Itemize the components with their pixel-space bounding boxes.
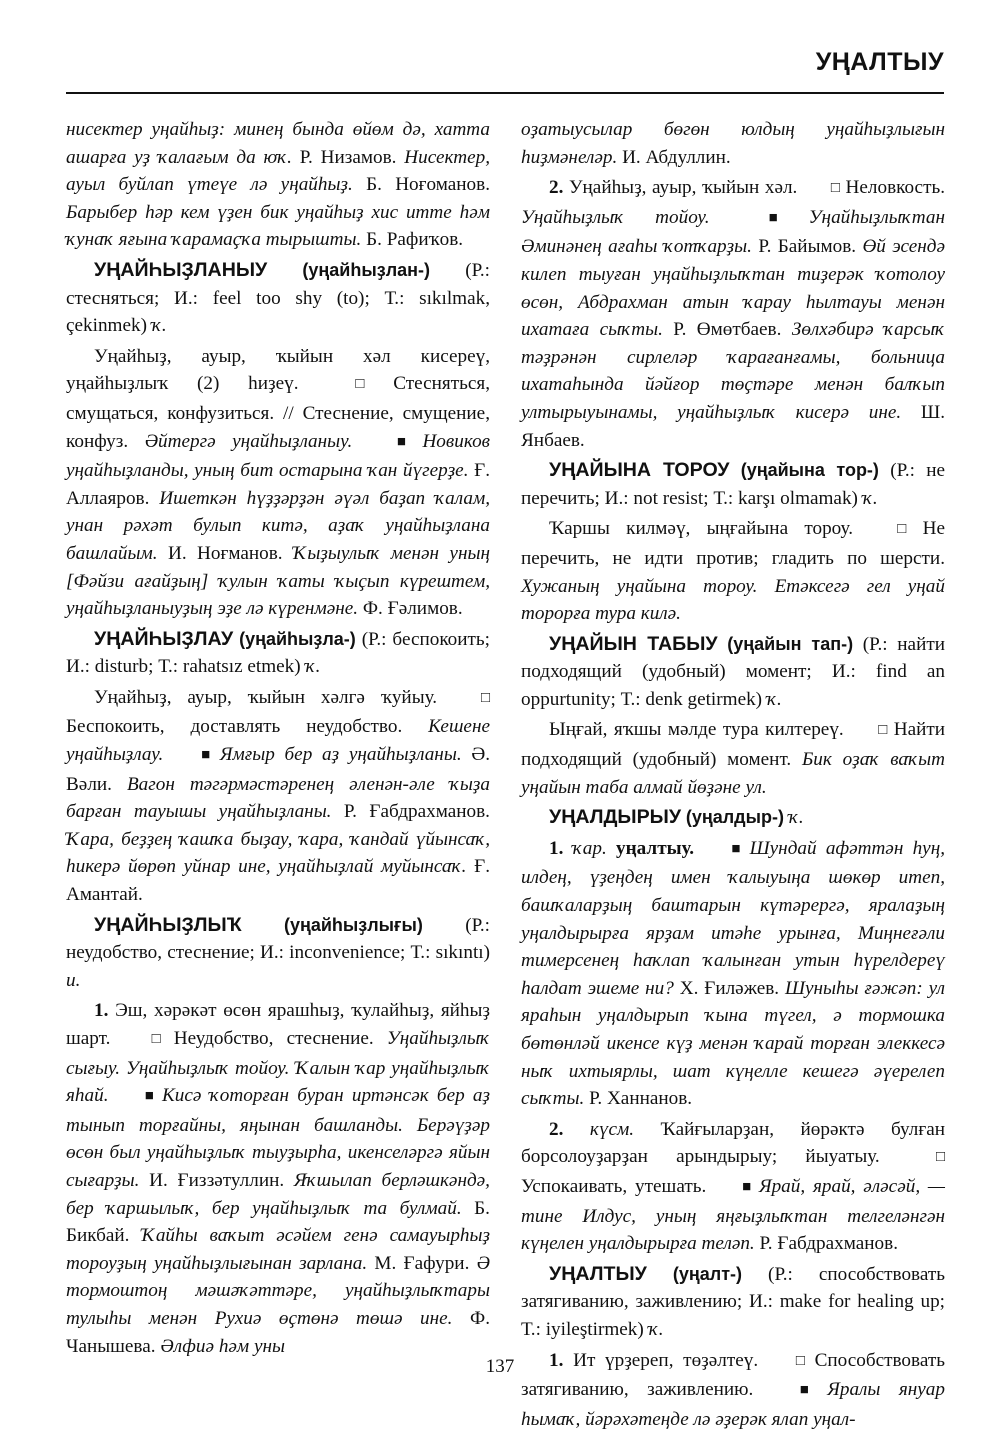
example-text: Яралы януар һымаҡ, йәрәхәтеңде лә әҙерәк ялап уңал- xyxy=(521,1379,945,1430)
example-text: Яҡшылап берләшкәндә, бер ҡаршылыҡ, бер уңайһыҙлыҡ та булмай. xyxy=(66,1169,490,1219)
page-number: 137 xyxy=(485,1356,515,1377)
headword: УҢАЙЫНА ТОРОУ xyxy=(549,459,730,482)
sense-number: 1. xyxy=(549,837,564,859)
part-of-speech: ҡ. xyxy=(788,807,804,829)
russian-equivalent: Неловкость. xyxy=(839,177,945,199)
headword-stem: (уңайһыҙлан-) xyxy=(302,259,430,280)
open-square-icon: □ xyxy=(897,521,907,538)
part-of-speech: ҡ. xyxy=(766,688,782,710)
russian-equivalent: Беспокоить, доставлять неудобство. xyxy=(66,716,429,738)
translations: (Р.: стесняться; И.: feel too shy (to); Т.: sıkılmak, çekinmek) xyxy=(66,259,490,337)
example-text: нисектер уңайһыҙ: минең бында өйөм дә, хатта ашарға уҙ ҡалағым да юҡ. xyxy=(66,119,490,168)
part-of-speech: ҡ. xyxy=(305,656,321,678)
example-text: Ҡыҙыулыҡ менән уның [Фәйзи ағайҙың] ҡулын ҡаты ҡыҫып күрештем, уңайһыҙланыуҙың эҙе лә күренмәне. xyxy=(66,542,490,620)
example-text: Ҡара, беҙҙең ҡашҡа быҙау, ҡара, ҡандай үйынсаҡ, һикерә йөрөп уйнар ине, уңайһыҙлай муйынсаҡ. xyxy=(66,828,490,878)
open-square-icon: □ xyxy=(935,1149,945,1166)
citation: Б. Ноғоманов. xyxy=(352,174,490,196)
example-text: Кисә ҡоторған буран иртәнсәк бер аҙ тынып торғайны, яңынан башланды. Берәүҙәр өсөн был уңайһыҙлыҡ тыуҙырһа, икенселәргә яйын сығарҙы. xyxy=(66,1085,491,1191)
open-square-icon: □ xyxy=(795,1352,805,1369)
open-square-icon: □ xyxy=(830,180,840,197)
example-text: Әлфиә һәм уны xyxy=(160,1335,286,1357)
definition-paragraph xyxy=(521,716,945,801)
headword: УҢАЙЫН ТАБЫУ xyxy=(549,632,718,655)
filled-square-icon: ■ xyxy=(742,1178,752,1195)
citation: Р. Ханнанов. xyxy=(584,1088,693,1110)
example-text: Бик оҙаҡ ваҡыт уңайын таба алмай йөҙәне ул. xyxy=(521,749,945,798)
citation: И. Ғиззәтуллин. xyxy=(139,1169,294,1191)
citation: Х. Ғиләжев. xyxy=(673,977,785,999)
headword-stem: (уңалт-) xyxy=(672,1263,743,1284)
example-text: Ямғыр бер аҙ уңайһыҙланы. xyxy=(210,744,462,766)
headword: УҢАЛДЫРЫУ xyxy=(549,806,682,829)
russian-equivalent: Не перечить, не идти против; гладить по шерсти. xyxy=(521,518,946,569)
example-text: Уңайһыҙлыҡтан Әминәнең ағаһы ҡотҡарҙы. xyxy=(521,206,946,258)
open-square-icon: □ xyxy=(151,1031,161,1047)
citation: Б. Рафиҡов. xyxy=(361,229,464,251)
definition-paragraph xyxy=(66,684,490,909)
definition-paragraph xyxy=(521,1116,945,1258)
citation: Р. Ғабдрахманов. xyxy=(331,801,490,823)
example-text: Хужаның уңайына тороу. Етәксегә гел уңай торорға тура килә. xyxy=(521,575,945,625)
sense-number: 2. xyxy=(549,177,564,199)
headword: УҢАЙҺЫҘЛЫҠ xyxy=(94,913,242,936)
citation: Ә. Вәли. xyxy=(66,744,491,795)
header-rule xyxy=(66,92,944,94)
citation: Ф. Чанышева. xyxy=(66,1307,490,1357)
headword-stem: (уңайына тор-) xyxy=(740,460,879,481)
example-text: Нисектер, ауыл буйлап үтеүе лә уңайһыҙ. xyxy=(66,146,490,196)
definition: Уңайһыҙ, ауыр, ҡыйын хәл кисереү, уңайһыҙлыҡ (2) һиҙеү. xyxy=(66,345,490,395)
definition-paragraph xyxy=(66,343,490,623)
translations: (Р.: беспокоить; И.: disturb; Т.: rahatsız etmek) xyxy=(66,628,490,678)
open-square-icon: □ xyxy=(878,722,888,739)
paragraph-citations xyxy=(66,116,490,254)
example-text: Өй эсендә килеп тыуған уңайһыҙлыҡтан тиҙерәк ҡотолоу өсөн, Абдрахман атын ҡарау һылтауы менән ихатаға сыҡты. xyxy=(521,236,945,341)
entry-heading xyxy=(521,457,945,512)
example-text: Уңайһыҙлыҡ сығыу. Уңайһыҙлыҡ тойоу. Ҡалын ҡар уңайһыҙлыҡ яһай. xyxy=(66,1028,491,1107)
entry-heading xyxy=(521,1261,945,1344)
translations: (Р.: не перечить; И.: not resist; Т.: karşı olmamak) xyxy=(521,460,946,509)
definition: Ыңғай, яҡшы мәлде тура килтереү. xyxy=(549,719,851,741)
entry-heading xyxy=(66,912,490,995)
example-text: Зөлхәбирә ҡарсыҡ тәҙрәнән сирлеләр ҡарағанғамы, больница ихатаһында йәйғор төҫтәре менән балҡып ултырыуынамы, уңайһыҙлыҡ кисерә ине. xyxy=(521,319,945,423)
entry-heading xyxy=(521,804,945,832)
example-text: Шуныһы ғәжәп: ул яраһын уңалдырып ҡына түгел, ә тормошка бөтөнләй икенсе күҙ менән ҡарай торған элеккесә ныҡ ихтыярлы, шат күңелле кешегә әүерелеп сыҡты. xyxy=(521,977,945,1110)
headword: УҢАЙҺЫҘЛАНЫУ xyxy=(94,258,268,281)
sense-number: 1. xyxy=(94,1000,109,1022)
part-of-speech: и. xyxy=(66,969,81,991)
entry-heading xyxy=(66,257,490,340)
citation: Р. Өмөтбаев. xyxy=(662,319,792,341)
russian-equivalent: Найти подходящий (удобный) момент. xyxy=(521,719,946,771)
russian-equivalent: Способствовать затягиванию, заживлению. xyxy=(521,1349,945,1401)
definition: Ҡаршы килмәү, ыңғайына тороу. xyxy=(549,518,870,540)
translations: (Р.: способствовать затягиванию, заживлению; И.: make for healing up; Т.: iyileştirmek) xyxy=(521,1263,946,1340)
open-square-icon: □ xyxy=(355,376,365,393)
example-text: Ярай, ярай, әләсәй, — тине Илдус, уның яңғыҙлыҡтан телгеләнгән күңелен уңалдырырға теләп. xyxy=(521,1175,945,1255)
citation: Р. Низамов. xyxy=(291,146,405,168)
headword-stem: (уңайһыҙла-) xyxy=(239,628,356,649)
translations: (Р.: найти подходящий (удобный) момент; И.: find an oppurtunity; Т.: denk getirmek) xyxy=(521,633,945,710)
open-square-icon: □ xyxy=(480,689,490,706)
usage-label: күсм. xyxy=(563,1118,635,1140)
left-column xyxy=(66,116,490,1363)
citation: Б. Бикбай. xyxy=(66,1197,490,1247)
cross-ref-word: уңалтыу. xyxy=(616,837,695,859)
filled-square-icon: ■ xyxy=(731,840,741,857)
filled-square-icon: ■ xyxy=(201,747,211,764)
citation: Ғ. Амантай. xyxy=(66,856,490,906)
definition-paragraph xyxy=(521,835,945,1113)
headword-stem: (уңалдыр-) xyxy=(685,807,784,828)
citation: М. Ғафури. xyxy=(367,1252,477,1274)
example-text: Ишеткән һүҙҙәрҙән әүәл баҙап ҡалам, унан рәхәт булып китә, аҙаҡ уңайһыҙлана башлайым. xyxy=(66,487,490,564)
definition: Ит үрҙереп, төҙәлтеү. xyxy=(563,1349,768,1371)
part-of-speech: ҡ. xyxy=(862,487,878,509)
example-text: Ҡайһы ваҡыт әсәйем генә самауырһыҙ тороуҙың уңайһыҙлығынан зарлана. xyxy=(66,1225,490,1274)
example-text: Барыбер һәр кем үҙен бик уңайһыҙ хис итте һәм ҡунаҡ яғына ҡарамаҫҡа тырышты. xyxy=(66,201,490,251)
russian-equivalent: Стесняться, смущаться, конфузиться. // Стеснение, смущение, конфуз. xyxy=(66,373,491,452)
example-text: Новиков уңайһыҙланды, уның бит остарына ҡан йүгерҙе. xyxy=(66,430,490,482)
definition-paragraph xyxy=(66,997,490,1360)
sense-number: 1. xyxy=(549,1349,564,1371)
filled-square-icon: ■ xyxy=(799,1382,809,1399)
russian-equivalent: Успокаивать, утешать. xyxy=(521,1175,715,1197)
citation: Ш. Янбаев. xyxy=(521,401,945,451)
paragraph-continuation xyxy=(521,116,945,171)
citation: Ғ. Аллаяров. xyxy=(66,460,490,509)
citation: Р. Ғабдрахманов. xyxy=(754,1233,899,1255)
citation: Р. Байымов. xyxy=(751,236,863,258)
definition-paragraph xyxy=(521,515,945,627)
citation: И. Абдуллин. xyxy=(617,146,731,168)
example-text: оҙатыусылар бөгөн юлдың уңайһыҙлығын һиҙмәнеләр. xyxy=(521,119,945,168)
definition: Уңайһыҙ, ауыр, ҡыйын хәлгә ҡуйыу. xyxy=(94,686,453,708)
example-text: Ә тормоштоң мәшәҡәттәре, уңайһыҙлыҡтары тулыһы менән Рухиә өҫтөнә төшә ине. xyxy=(66,1252,490,1329)
filled-square-icon: ■ xyxy=(768,209,778,226)
definition-paragraph xyxy=(521,174,945,454)
headword-stem: (уңайһыҙлығы) xyxy=(283,914,423,935)
entry-heading xyxy=(66,626,490,681)
part-of-speech: ҡ. xyxy=(151,315,167,337)
headword-stem: (уңайын тап-) xyxy=(727,633,854,654)
headword: УҢАЙҺЫҘЛАУ xyxy=(94,627,234,650)
cross-ref-label: ҡар. xyxy=(563,837,607,859)
sense-number: 2. xyxy=(549,1118,564,1140)
translations: (Р.: неудобство, стеснение; И.: inconvenience; Т.: sıkıntı) xyxy=(66,914,490,964)
example-text: Вагон тәгәрмәстәренең әленән-әле ҡыҙа барған тауышы уңайһыҙланы. xyxy=(66,773,490,823)
right-column xyxy=(521,116,945,1436)
definition: Эш, хәрәкәт өсөн ярашһыҙ, ҡулайһыҙ, яйһыҙ шарт. xyxy=(66,1000,490,1049)
definition: Уңайһыҙ, ауыр, ҡыйын хәл. xyxy=(563,177,803,199)
filled-square-icon: ■ xyxy=(396,433,406,450)
definition: Ҡайғыларҙан, йөрәктә булған борсолоуҙарҙан арындырыу; йыуатыу. xyxy=(521,1118,945,1168)
entry-heading xyxy=(521,631,945,714)
filled-square-icon: ■ xyxy=(144,1088,154,1105)
russian-equivalent: Неудобство, стеснение. xyxy=(160,1028,387,1049)
example-text: Әйтергә уңайһыҙланыу. xyxy=(144,430,353,452)
citation: И. Ноғманов. xyxy=(157,542,293,564)
part-of-speech: ҡ. xyxy=(648,1318,664,1340)
example-text: Уңайһыҙлыҡ тойоу. xyxy=(521,206,710,228)
headword: УҢАЛТЫУ xyxy=(549,1262,647,1285)
running-head: УҢАЛТЫУ xyxy=(815,48,944,76)
citation: Ф. Ғәлимов. xyxy=(358,598,463,620)
example-text: Шундай афәттән һуң, илдең, үҙеңдең имен ҡалыуыңа шөкөр итеп, башҡаларҙың баштарын күтәрергә, яралаҙың уңалдырырға ярҙам итәһе урынға, Миңнеғәли тимерсенең һаҡлап ҡалынған утын һүрелдереү һалдат эшеме ни? xyxy=(521,837,946,999)
example-text: Кешене уңайһыҙлау. xyxy=(66,716,490,766)
